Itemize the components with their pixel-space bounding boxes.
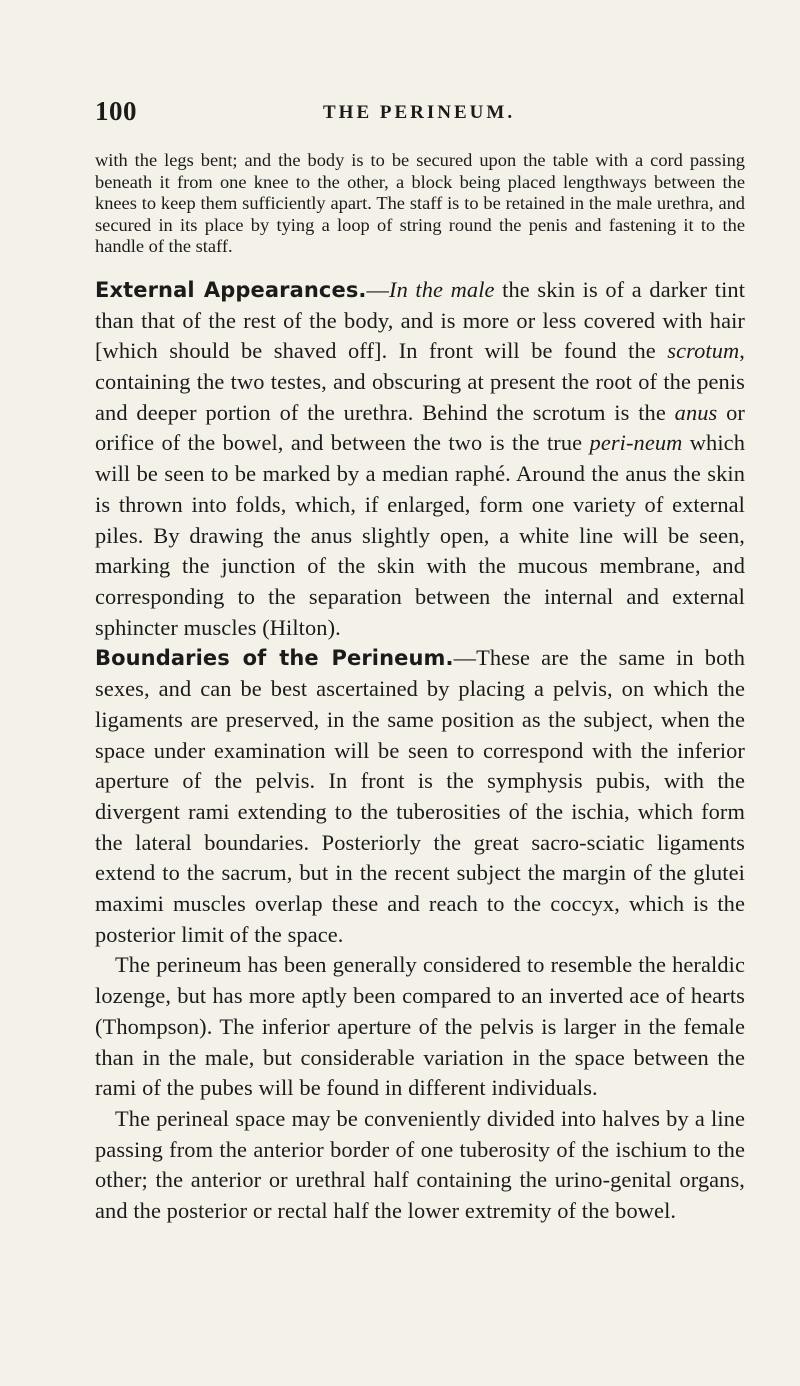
in-the-male-italic: In the male <box>389 276 495 302</box>
boundaries-heading: Boundaries of the Perineum. <box>95 646 454 671</box>
running-head: THE PERINEUM. <box>323 102 516 123</box>
external-text-1: the skin is of a darker tint than that of the rest of the body, and is more or less covered with hair [which should be shaved off]. In front will be found the <box>95 276 746 364</box>
halves-paragraph: The perineal space may be conveniently divided into halves by a line passing from the anterior border of one tuberosity of the ischium to the other; the anterior or urethral half containing the urino-genital organs, and the posterior or rectal half the lower extremity of the bowel. <box>95 1105 745 1224</box>
external-text-3: or orifice of the bowel, and between the two is the true <box>95 399 745 456</box>
page-header <box>95 96 745 136</box>
intro-paragraph: with the legs bent; and the body is to be secured upon the table with a cord passing beneath it from one knee to the other, a block being placed lengthways between the knees to keep them sufficiently apart. The staff is to be retained in the male urethra, and secured in its place by tying a loop of string round the penis and fastening it to the handle of the staff. <box>95 150 745 257</box>
boundaries-paragraph <box>95 643 745 950</box>
boundaries-dash: — <box>453 645 477 671</box>
anus-italic: anus <box>674 399 718 425</box>
main-text <box>95 275 745 1227</box>
perineum-italic: peri-neum <box>589 430 683 456</box>
page-number: 100 <box>95 96 137 126</box>
external-appearances-paragraph <box>95 275 745 643</box>
book-page <box>95 96 745 1227</box>
external-appearances-heading: External Appearances. <box>95 277 367 302</box>
boundaries-text: These are the same in both sexes, and can be best ascertained by placing a pelvis, on which the ligaments are preserved, in the same position as the subject, when the space under examination will be seen to correspond with the inferior aperture of the pelvis. In front is the symphysis pubis, with the divergent rami extending to the tuberosities of the ischia, which form the lateral boundaries. Posteriorly the great sacro-sciatic ligaments extend to the sacrum, but in the recent subject the margin of the glutei maximi muscles overlap these and reach to the coccyx, which is the posterior limit of the space. <box>95 645 745 947</box>
lozenge-paragraph: The perineum has been generally considered to resemble the heraldic lozenge, but has more aptly been compared to an inverted ace of hearts (Thompson). The inferior aperture of the pelvis is larger in the female than in the male, but considerable variation in the space between the rami of the pubes will be found in different individuals. <box>95 952 745 1101</box>
external-text-4: which will be seen to be marked by a median raphé. Around the anus the skin is thrown into folds, which, if enlarged, form one variety of external piles. By drawing the anus slightly open, a white line will be seen, marking the junction of the skin with the mucous membrane, and corresponding to the separation between the internal and external sphincter muscles (Hilton). <box>95 430 746 640</box>
scrotum-italic: scrotum <box>667 338 740 364</box>
external-text-2: , containing the two testes, and obscuring at present the root of the penis and deeper portion of the urethra. Behind the scrotum is the <box>95 338 745 425</box>
external-dash: — <box>366 276 390 302</box>
